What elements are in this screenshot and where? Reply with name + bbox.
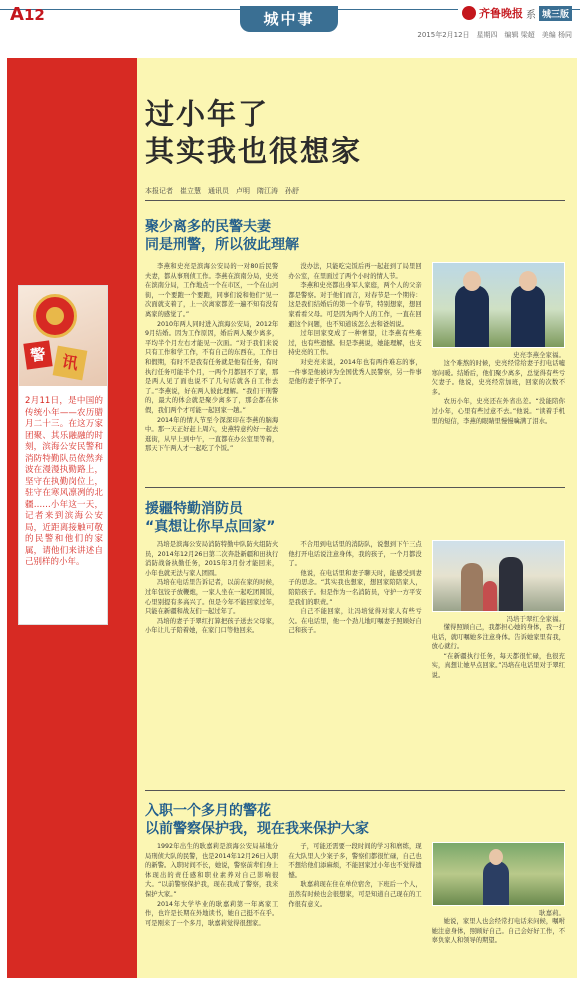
section-1-col-1: 李燕和史亮是滨海公安局的一对80后民警夫妻，都从事刑侦工作。李燕在滨南分局，史亮在滨南分局，工作地点一个在市区，一个在山河街，一个要跑一个要跑，同事们说和他们“见一次面就支着了，上一次离家都差一遍不知有没有离家的感觉了。” 2010年两人同时进入滨海公安局，2012年9月结婚。因为工作原因，婚后两人聚少离多，平均半个月左右才能见一次面。“对于我们来说只有工作和学工作，不有自己的东西在，工作日和假期，有时不是我有任务就是他有任务，有时执行任务可能半个月，一两个月都回不了家，那是两人见了面也说不了几句话就各自工作去了。”李燕说，好在两人彼此理解。“我们干刑警的，最大的体会就是聚少离多了，那会都在休假，我们两个才可能一起回家一趟。” 2014年的情人节至今深深印在李燕的脑海中。那一天正好赶上周六，史燕特意约好一起去逛街，从早上到中午，一直都在办公室里等着，那天下午两人才一起吃了个饭。” [145,263,279,453]
photo-caption: 耿嘉莉。 [538,909,565,917]
section-1-body [145,262,565,482]
edition-badge: 城三版 [539,6,572,21]
section-2-col-1: 冯培是滨海公安局消防特勤中队防火组防火员，2014年12月26日第二次奔赴新疆和田执行消防战备执勤任务，2015年3月份才能回来，小年也就无法与家人团圆。 冯培在电话里告诉记者，以前在家的时候，过年包饺子放鞭炮，一家人坐在一起吃团圆饭，心里别提有多高兴了。但是今年不能回家过年，只能在新疆和战友们一起过年了。 冯培的妻子于翠红打算把孩子送去父母家，小年让儿子陪着她，在家门口等他回来。 [145,541,279,635]
dateline: 2015年2月12日 星期四 编辑 梁超 美编 杨同 [417,31,572,39]
photo-couple [432,262,565,348]
photo-caption: 冯培于翠红全家福。 [506,615,565,623]
sidebar-note-text: 2月11日，是中国的传统小年——农历腊月二十三。在这万家团聚、其乐融融的时刻，滨海公安民警和消防特勤队员依然奔波在漫漫执勤路上，坚守在执勤岗位上，驻守在寒风凛冽的北疆……小年这一天，记者来到滨海公安局，近距离接触可敬的民警和他们的家属，请他们来讲述自己别样的小年。 [25,396,103,567]
section-3-body [145,842,565,970]
divider [145,200,565,201]
photo-caption: 史亮李燕全家福。 [512,351,565,359]
divider [145,487,565,488]
section-1-title: 聚少离多的民警夫妻 同是刑警，所以彼此理解 [145,219,299,253]
section-2-col-3: 冯培于翠红全家福。 懂得照顾自己，我都担心她的身体，我一打电话，就叮嘱她多注意身体。告诉她家里有我，放心就行。 “在新疆执行任务，每天都很忙碌，也很充实，真想让她早点回家。”冯培在电话里对于翠红说。 [432,540,565,780]
brand-name: 齐鲁晚报 [478,7,523,20]
emblem-word-1: 警 [23,340,52,369]
newspaper-logo-icon [462,6,476,20]
section-3-title: 入职一个多月的警花 以前警察保护我，现在我来保护大家 [145,803,369,837]
section-3-col-3: 耿嘉莉。 她说，家里人也会经常打电话来问候，嘱咐她注意身体，照顾好自己。自己会好好工作，不辜负家人和领导的期望。 [432,842,565,970]
emblem-word-2: 讯 [53,346,88,381]
masthead [0,0,580,44]
section-2-body [145,540,565,780]
section-2-title: 援疆特勤消防员 “真想让你早点回家” [145,501,276,535]
divider [145,790,565,791]
photo-officer [432,842,565,906]
police-emblem-image [19,286,107,386]
section-3-col-2: 子，可能还需要一段时间的学习和磨练，现在大队里人少案子多，警察们都很忙碌，自己也不想给他们添麻烦，不能回家过小年也不觉得遗憾。 耿嘉莉现在住在单位宿舍，下班后一个人，虽然有时候也会很想家，可是知道自己现在的工作很有意义。 [288,843,422,908]
section-3-col-1: 1992年出生的耿嘉莉是滨海公安局基地分局刑侦大队的民警，也是2014年12月26日入职的新警。入职时间不长，她说，警察前辈们身上体现出的责任感和职业素养对自己影响很大。“以前警察保护我，现在我成了警察，我来保护大家。” 2014年大学毕业的耿嘉莉第一年离家工作，也许是长期在外地读书，她自己挺不在乎。可是刚来了一个多月，耿嘉莉觉得很想家。 [145,843,279,927]
brand [458,2,572,24]
brand-series: 系 [525,9,536,21]
section-2-col-2: 不合用到电话里的消防队，说想到下午三点他打开电话说注意身体，我的孩子，一个月都没了。 他说，在电话里和妻子聊天时，能感受到妻子的思念。“其实我也想家，想回家陪陪家人，陪陪孩子。但是作为一名消防员，守护一方平安是我们的职责。” 自己不能回家，让冯培觉得对家人有些亏欠。在电话里，他一个劲儿地叮嘱妻子照顾好自己和孩子。 [288,541,422,635]
headline-line-2: 其实我也很想家 [145,134,363,168]
page-headline [145,96,475,170]
section-name: 城中事 [263,10,315,28]
page-number: A12 [10,4,45,25]
photo-family [432,540,565,612]
sidebar-note [18,285,108,625]
headline-line-1: 过小年了 [145,97,270,131]
byline: 本报记者 崔立慧 通讯员 卢明 隋江涛 孙舒 [145,187,299,195]
section-tab [240,6,338,32]
section-1-col-3: 史亮李燕全家福。 这个难熬的时候，史亮经常给妻子打电话嘘寒问暖。结婚后，他们聚少离多，总觉得有些亏欠妻子。他说，史亮经常加班，回家的次数不多。 农历小年，史亮还在外省出差。“没能陪你过小年，心里有些过意不去。”他说。“读着手机里的短信，李燕的眼睛里慢慢噙满了泪水。 [432,262,565,482]
section-1-col-2: 没办法，只能吃完饭后再一起赶到了局里回办公室，在里面过了两个小时的情人节。 李燕和史亮都出身军人家庭，两个人的父亲都是警察。对于他们而言，对春节是一个期待：这是我们结婚后的第一个春节，特别想家，想回家看看父母。可是因为两个人的工作，一直在回避这个问题，也不知道该怎么去和爸妈说。 过年回家变成了一种奢望，让李燕有些难过，也有些遗憾。但是李燕说，她能理解，也支持史亮的工作。 对史亮来说，2014年也有两件难忘的事，一件事是他被评为全国优秀人民警察，另一件事是他的妻子怀孕了。 [288,263,422,386]
police-badge-icon [33,294,77,338]
